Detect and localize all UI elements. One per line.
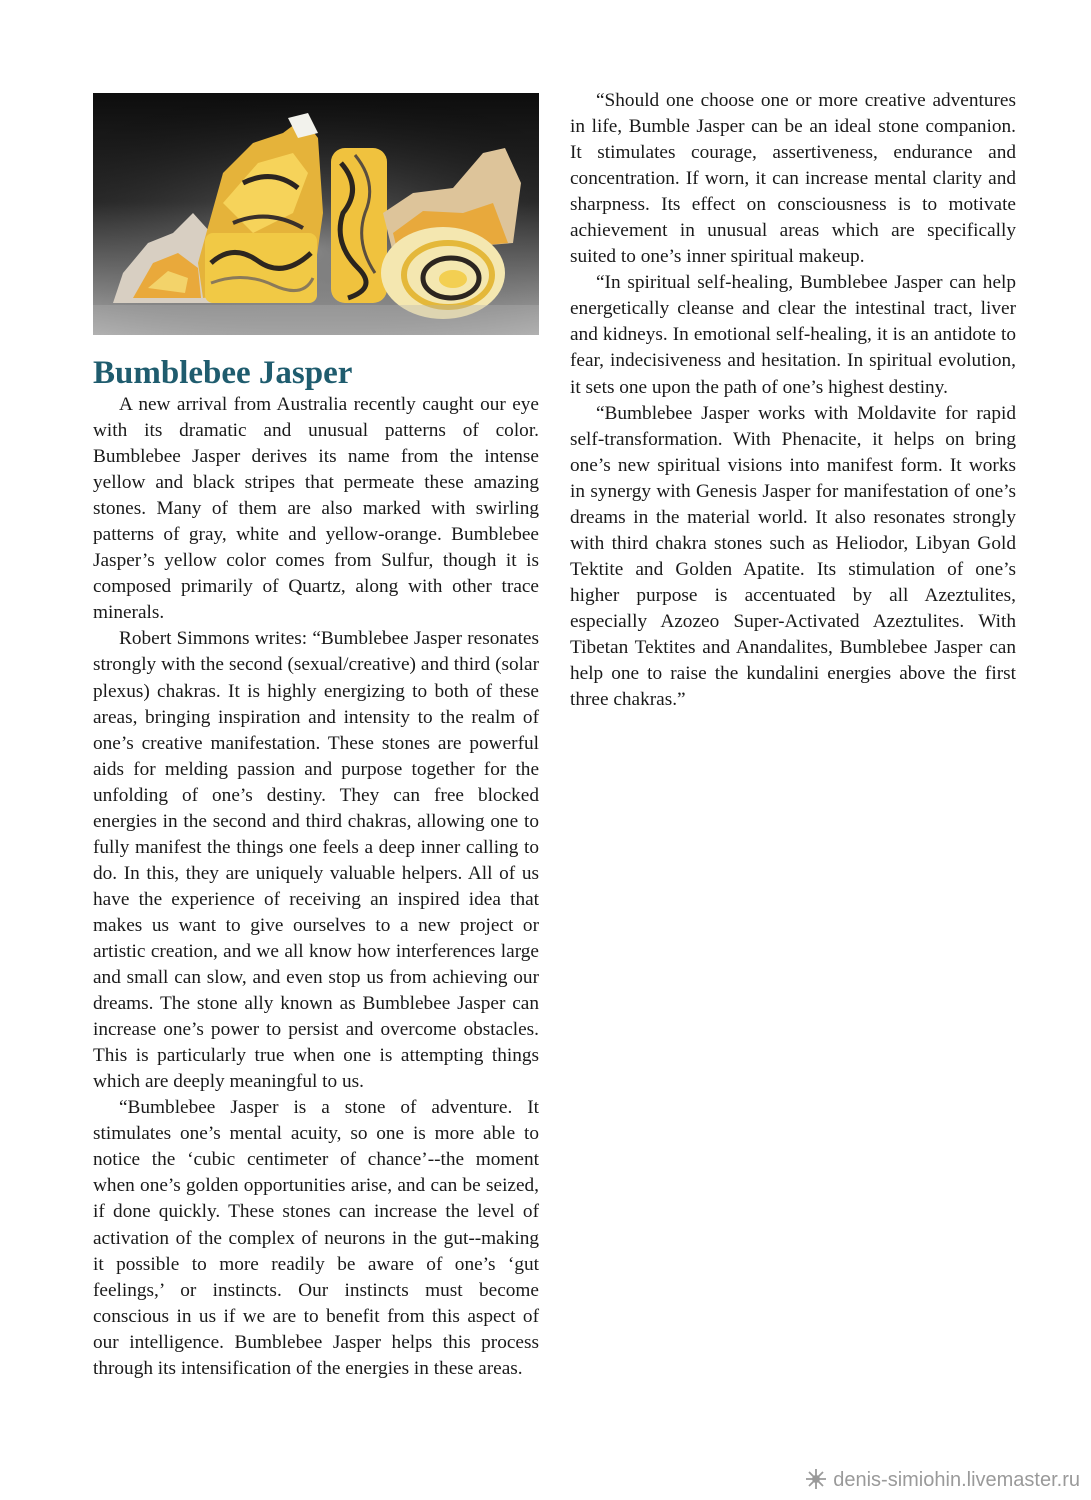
article-title: Bumblebee Jasper	[93, 355, 353, 391]
paragraph: “In spiritual self-healing, Bumblebee Jasper can help energetically cleanse and clear the intestinal tract, liver and kidneys. In emotional self-healing, it is an antidote to fear, indecisiveness and hesitation. In spiritual evolution, it sets one upon the path of one’s highest destiny.	[570, 272, 1016, 398]
watermark-text: denis-simiohin.livemaster.ru	[833, 1469, 1080, 1491]
bumblebee-jasper-photo	[93, 93, 539, 335]
watermark	[805, 1468, 1080, 1492]
paragraph: “Bumblebee Jasper works with Moldavite for rapid self-transformation. With Phenacite, it helps on bring one’s new spiritual visions into manifest form. It works in synergy with Genesis Jasper for manifestation of one’s dreams in the material world. It also resonates strongly with third chakra stones such as Heliodor, Libyan Gold Tektite and Golden Apatite. Its stimulation of one’s higher purpose is accentuated by all Azeztulites, especially Azozeo Super-Activated Azeztulites. With Tibetan Tektites and Anandalites, Bumblebee Jasper can help one to raise the kundalini energies above the first three chakras.”	[570, 402, 1016, 711]
paragraph: Robert Simmons writes: “Bumblebee Jasper resonates strongly with the second (sexual/creative) and third (solar plexus) chakras. It is highly energizing to both of these areas, bringing inspiration and intensity to the realm of one’s creative manifestation. These stones are powerful aids for melding passion and purpose together for the unfolding of one’s destiny. They can free blocked energies in the second and third chakras, allowing one to fully manifest the things one feels a deep inner calling to do. In this, they are uniquely valuable helpers. All of us have the experience of receiving an inspired idea that makes us want to give ourselves to a new project or artistic creation, and we all know how interferences large and small can slow, and even stop us from achieving our dreams. The stone ally known as Bumblebee Jasper can increase one’s power to persist and overcome obstacles. This is particularly true when one is attempting things which are deeply meaningful to us.	[93, 628, 539, 1093]
paragraph: “Bumblebee Jasper is a stone of adventure. It stimulates one’s mental acuity, so one is more able to notice the ‘cubic centimeter of chance’--the moment when one’s golden opportunities arise, and can be seized, if done quickly. These stones can increase the level of activation of the complex of neurons in the gut--making it possible to more readily be aware of one’s ‘gut feelings,’ or instincts. Our instincts must become conscious in us if we are to benefit from this aspect of our intelligence. Bumblebee Jasper helps this process through its intensification of the energies in these areas.	[93, 1097, 539, 1379]
article-body-left	[93, 392, 539, 1382]
article-body-right	[570, 88, 1016, 713]
snowflake-icon	[805, 1468, 827, 1490]
paragraph: A new arrival from Australia recently caught our eye with its dramatic and unusual patterns of color. Bumblebee Jasper derives its name from the intense yellow and black stripes that permeate these amazing stones. Many of them are also marked with swirling patterns of gray, white and yellow-orange. Bumblebee Jasper’s yellow color comes from Sulfur, though it is composed primarily of Quartz, along with other trace minerals.	[93, 394, 539, 624]
paragraph: “Should one choose one or more creative adventures in life, Bumble Jasper can be an ideal stone companion. It stimulates courage, assertiveness, endurance and concentration. If worn, it can increase mental clarity and sharpness. Its effect on consciousness is to motivate achievement in unusual areas which are specifically suited to one’s inner spiritual makeup.	[570, 90, 1016, 268]
